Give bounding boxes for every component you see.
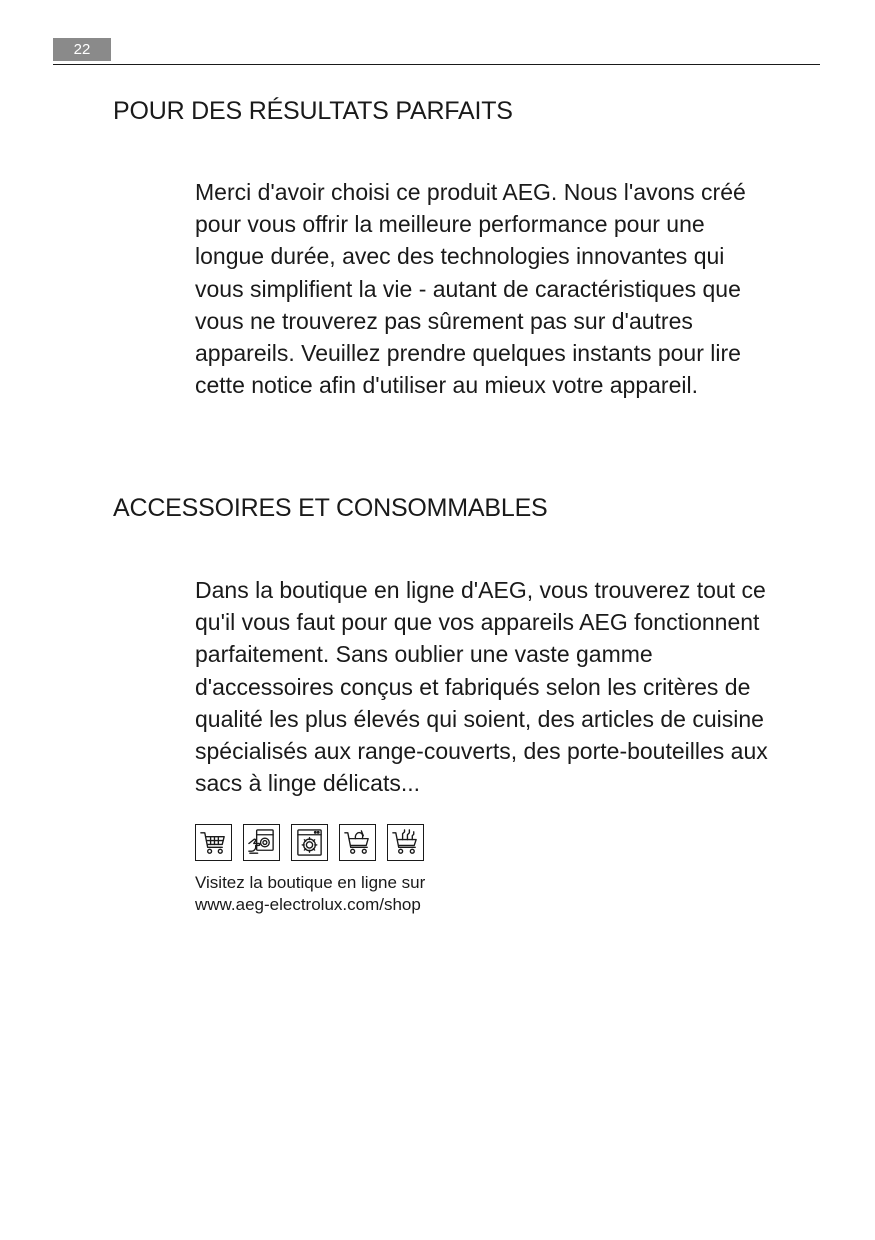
section-title-accessories: ACCESSOIRES ET CONSOMMABLES	[113, 494, 548, 522]
accessories-line: Dans la boutique en ligne d'AEG, vous trouverez tout ce	[195, 577, 766, 603]
page-number: 22	[53, 38, 111, 61]
cart-kitchenware-icon	[339, 824, 376, 861]
intro-line: Merci d'avoir choisi ce produit AEG. Nous l'avons créé	[195, 179, 746, 205]
shop-icon-row	[195, 824, 424, 861]
accessories-line: spécialisés aux range-couverts, des porte-bouteilles aux	[195, 738, 768, 765]
cart-bottles-icon	[387, 824, 424, 861]
accessories-line: qu'il vous faut pour que vos appareils AEG fonctionnent	[195, 609, 760, 636]
intro-line: longue durée, avec des technologies innovantes qui	[195, 243, 725, 270]
accessories-line: parfaitement. Sans oublier une vaste gamme	[195, 641, 653, 668]
shopping-cart-icon	[195, 824, 232, 861]
section-title-results: POUR DES RÉSULTATS PARFAITS	[113, 97, 513, 125]
shop-url-link[interactable]: www.aeg-electrolux.com/shop	[195, 895, 421, 914]
intro-line: appareils. Veuillez prendre quelques instants pour lire	[195, 340, 741, 367]
intro-line: pour vous offrir la meilleure performance pour une	[195, 211, 705, 238]
intro-line: vous simplifient la vie - autant de caractéristiques que	[195, 275, 741, 302]
shop-visit-text	[195, 872, 425, 916]
intro-line: cette notice afin d'utiliser au mieux votre appareil.	[195, 372, 698, 399]
intro-paragraph	[195, 176, 746, 401]
accessories-line: d'accessoires conçus et fabriqués selon les critères de	[195, 673, 751, 700]
appliance-gear-icon	[291, 824, 328, 861]
accessories-line: qualité les plus élevés qui soient, des articles de cuisine	[195, 705, 764, 732]
washing-machine-hand-icon	[243, 824, 280, 861]
intro-line: vous ne trouverez pas sûrement pas sur d'autres	[195, 307, 693, 334]
accessories-line: sacs à linge délicats...	[195, 770, 421, 797]
accessories-paragraph	[195, 574, 768, 799]
shop-visit-line: Visitez la boutique en ligne sur	[195, 873, 426, 892]
header-rule	[53, 64, 820, 65]
